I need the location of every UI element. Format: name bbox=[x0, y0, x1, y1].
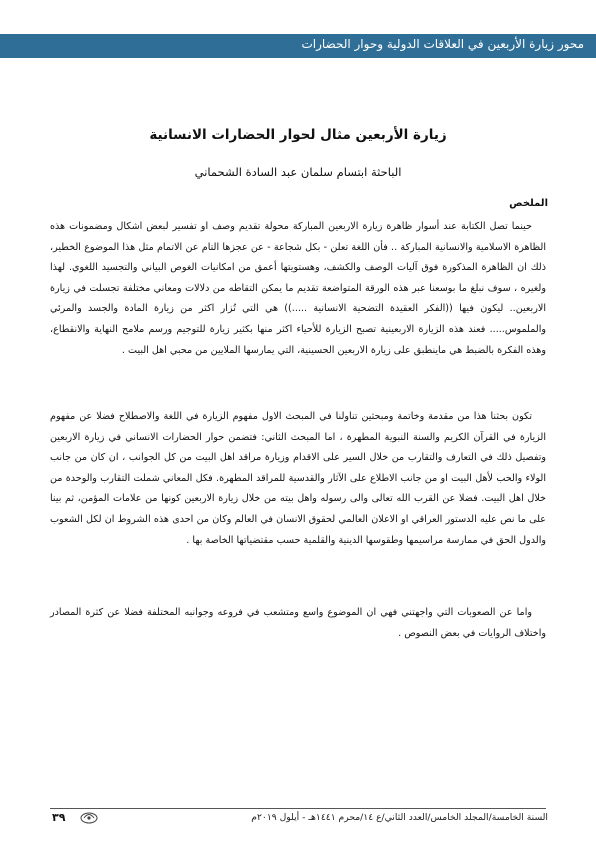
footer-citation: السنة الخامسة/المجلد الخامس/العدد الثاني/ع ١٤/محرم ١٤٤١هـ - أيلول ٢٠١٩م bbox=[251, 812, 548, 823]
abstract-heading: الملخص bbox=[509, 198, 548, 209]
ornament-icon bbox=[80, 810, 98, 824]
page-number: ٣٩ bbox=[52, 811, 66, 824]
abstract-paragraph: حينما تصل الكتابة عند أسوار ظاهرة زيارة الاربعين المباركة محولة تقديم وصف او تفسير لبعض اشكال ومضمونات هذه الظاهرة الاسلامية والانسانية المباركة .. فأن اللغة تعلن - بكل شجاعة - عن عجزها التام عن الاتمام مثل هذا الموضوع الخطير، ذلك ان الظاهرة المذكورة فوق آليات الوصف والكشف، وهستويتها أعمق من امكانيات الغوص البياني والتجسيد اللغوي. لهذا ولغيره ، سوف نبلغ ما بوسعنا عبر هذه الورقة المتواضعة تقديم ما يمكن التقاطه من دلالات ومعاني مختلفة تجسلت في زيارة الاربعين.. ليكون فيها ((الفكر العقيدة التضحية الانسانية .....)) هي التي تُزار اكثر من زيارة المادة والجسد والمرئي والملموس..... فعند هذه الزيارة الاربعينية تصبح الزيارة للأحياء اكثر منها بكثير زيارة للتوجيم ورسم ملامح النهاية والانقطاع، وهذه الفكرة بالضبط هي ماينطبق على زيارة الاربعين الحسينية، التي يمارسها الملايين من محبي اهل البيت . bbox=[50, 221, 546, 356]
article-title: زيارة الأربعين مثال لحوار الحضارات الانسانية bbox=[149, 127, 447, 143]
article-author: الباحثة ابتسام سلمان عبد السادة الشحماني bbox=[194, 165, 402, 179]
abstract-paragraph: تكون بحثنا هذا من مقدمة وخاتمة ومبحثين تناولنا في المبحث الاول مفهوم الزيارة في اللغة والاصطلاح فضلا عن مفهوم الزيارة في القرآن الكريم والسنة النبوية المطهرة ، اما المبحث الثاني: فتضمن حوار الحضارات الانساني في زيارة الاربعين وتفصيل ذلك في التعارف والتقارب من خلال السير على الاقدام وزيارة مراقد اهل البيت من كل الجوانب ، ان كان من جانب الولاء والحب لأهل البيت او من جانب الاطلاع على الآثار والقدسية للمراقد المطهرة. فكل المعاني شملت التقارب والوحدة من خلال اهل البيت. فضلا عن القرب الله تعالى والى رسوله واهل بيته من خلال زيارة الاربعين كونها من علامات المؤمن، ثم بينا على ما نص عليه الدستور العراقي او الاعلان العالمي لحقوق الانسان في العالم وكان من احدى هذه الشروط ان لكل الشعوب والدول الحق في ممارسة مراسيمها وطقوسها الدينية والقلمية حسب مقتضياتها الخاصة بها . bbox=[50, 411, 546, 546]
footer-divider bbox=[50, 808, 546, 809]
journal-header-text: محور زيارة الأربعين في العلاقات الدولية وحوار الحضارات bbox=[301, 37, 584, 51]
journal-header-band bbox=[0, 34, 596, 58]
abstract-paragraph: واما عن الصعوبات التي واجهتني فهي ان الموضوع واسع ومتشعب في فروعه وجوانبه المختلفة فضلا عن كثرة المصادر واختلاف الروايات في بعض النصوص . bbox=[50, 607, 546, 639]
